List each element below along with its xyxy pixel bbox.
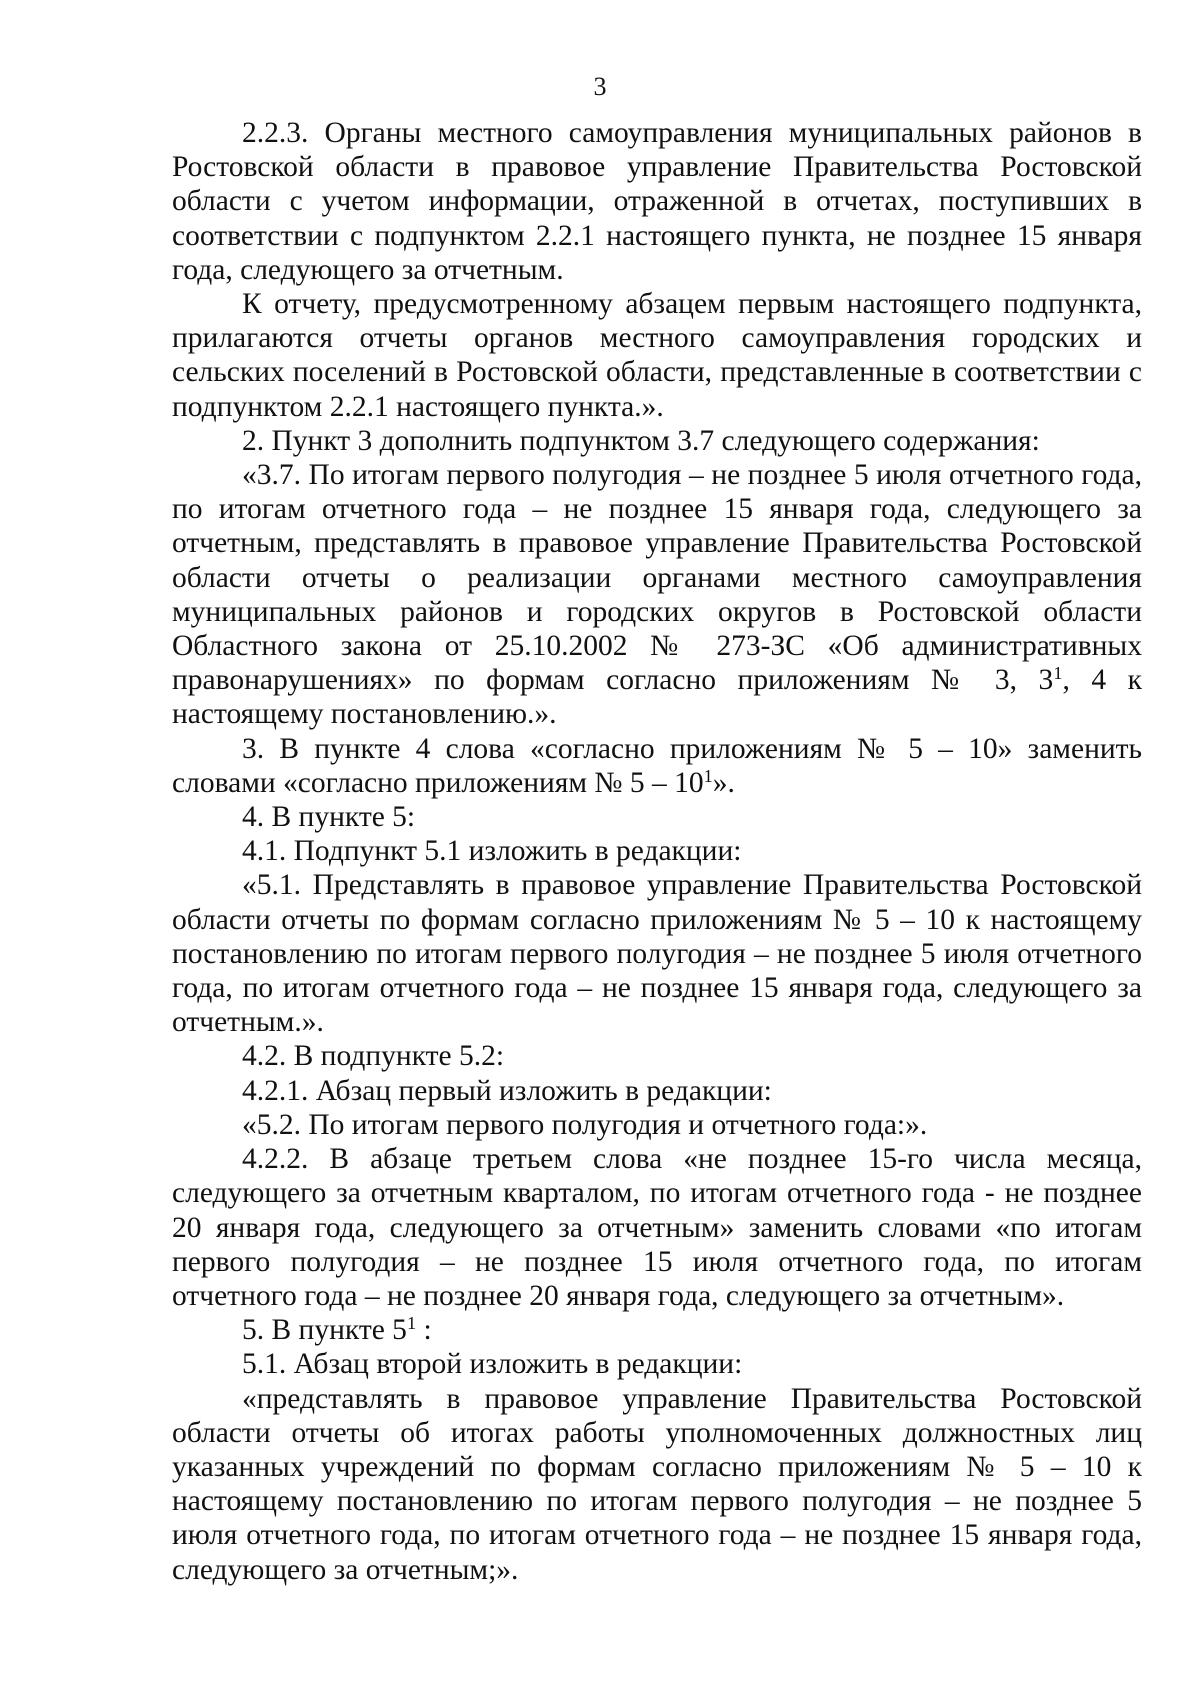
paragraph-item-3-tail: ». xyxy=(712,766,735,799)
paragraph-item-5-superscript: 1 xyxy=(406,1313,417,1334)
paragraph-5-1: 5.1. Абзац второй изложить в редакции: xyxy=(242,1348,743,1381)
paragraph-item-5-tail: : xyxy=(416,1314,432,1347)
paragraph-4-2: 4.2. В подпункте 5.2: xyxy=(242,1040,505,1073)
paragraph-3-7-tail: , 4 к настоящему постановлению.». xyxy=(172,664,1142,731)
paragraph-item-2: 2. Пункт 3 дополнить подпунктом 3.7 следующего содержания: xyxy=(242,424,1040,457)
page-number: 3 xyxy=(593,72,607,101)
paragraph-3-7-text: «3.7. По итогам первого полугодия – не позднее 5 июля отчетного года, по итогам отчетного года – не позднее 15 января года, следующего за отчетным, представлять в правовое управление Правительства Ростовской области отчеты о реализации органами местного самоуправления муниципальных районов и городских округов в Ростовской области Областного закона от 25.10.2002 № 273-ЗС «Об административных правонарушениях» по формам согласно приложениям № 3, 3 xyxy=(172,459,1142,697)
document-body xyxy=(172,116,1142,1587)
paragraph-item-3-text: 3. В пункте 4 слова «согласно приложениям № 5 – 10» заменить словами «согласно приложениям № 5 – 10 xyxy=(172,732,1142,799)
paragraph-item-5 xyxy=(172,1313,1142,1347)
paragraph-4-2-1: 4.2.1. Абзац первый изложить в редакции: xyxy=(242,1074,772,1107)
paragraph-4-2-2: 4.2.2. В абзаце третьем слова «не позднее 15-го числа месяца, следующего за отчетным кварталом, по итогам отчетного года - не позднее 20 января года, следующего за отчетным» заменить словами «по итогам первого полугодия – не позднее 15 июля отчетного года, по итогам отчетного года – не позднее 20 января года, следующего за отчетным». xyxy=(172,1143,1142,1312)
paragraph-item-3-superscript: 1 xyxy=(703,765,713,786)
paragraph-5-1-quote-reports: «представлять в правовое управление Правительства Ростовской области отчеты об итогах работы уполномоченных должностных лиц указанных учреждений по формам согласно приложениям № 5 – 10 к настоящему постановлению по итогам первого полугодия – не позднее 5 июля отчетного года, по итогам отчетного года – не позднее 15 января года, следующего за отчетным;». xyxy=(172,1382,1142,1586)
paragraph-4-1: 4.1. Подпункт 5.1 изложить в редакции: xyxy=(242,835,742,868)
paragraph-3-7-superscript: 1 xyxy=(1053,663,1063,684)
paragraph-item-5-text: 5. В пункте 5 xyxy=(242,1314,407,1347)
paragraph-5-1-quote: «5.1. Представлять в правовое управление Правительства Ростовской области отчеты по формам согласно приложениям № 5 – 10 к настоящему постановлению по итогам первого полугодия – не позднее 5 июля отчетного года, по итогам отчетного года – не позднее 15 января года, следующего за отчетным.». xyxy=(172,869,1142,1039)
paragraph-item-4: 4. В пункте 5: xyxy=(242,801,416,834)
paragraph-5-2-quote: «5.2. По итогам первого полугодия и отчетного года:». xyxy=(242,1108,928,1141)
paragraph-2-2-3: 2.2.3. Органы местного самоуправления муниципальных районов в Ростовской области в правовое управление Правительства Ростовской области с учетом информации, отраженной в отчетах, поступивших в соответствии с подпунктом 2.2.1 настоящего пункта, не позднее 15 января года, следующего за отчетным. xyxy=(172,117,1142,286)
paragraph-3-7 xyxy=(172,458,1142,732)
paragraph-report-attachment: К отчету, предусмотренному абзацем первым настоящего подпункта, прилагаются отчеты органов местного самоуправления городских и сельских поселений в Ростовской области, представленные в соответствии с подпунктом 2.2.1 настоящего пункта.». xyxy=(172,288,1142,423)
paragraph-item-3 xyxy=(172,732,1142,800)
